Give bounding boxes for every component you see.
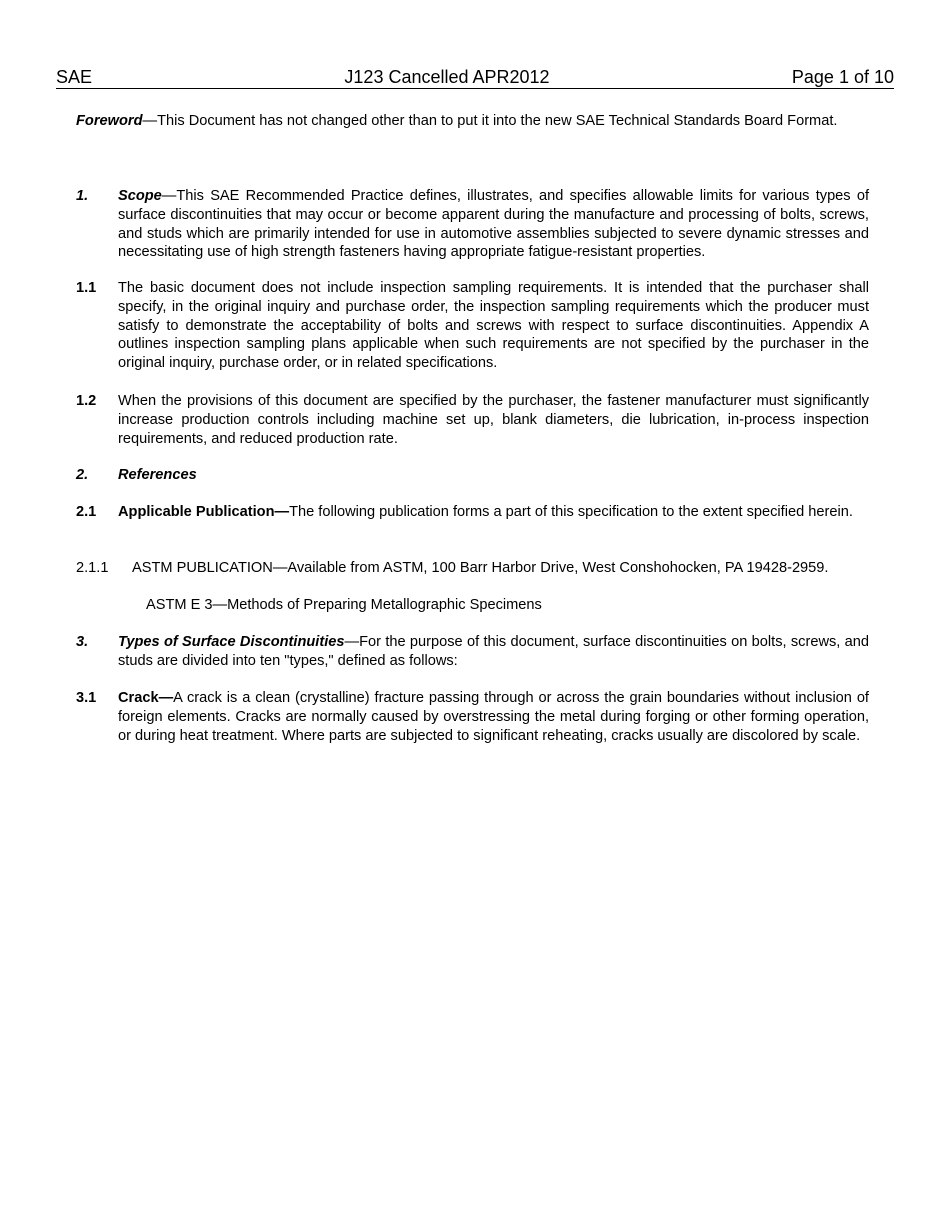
section-title: Applicable Publication— [118,504,290,520]
section-number: 2.1.1 [76,560,109,576]
foreword-text: —This Document has not changed other than to put it into the new SAE Technical Standards Board Format. [142,113,838,129]
section-1-2 [76,392,869,448]
section-text: —This SAE Recommended Practice defines, illustrates, and specifies allowable limits for various types of surface discontinuities that may occur or become apparent during the manufacture and processing of bolts, screws, and studs which are primarily intended for use in automotive assemblies subjected to severe dynamic stresses and necessitating use of high strength fasteners having appropriate fatigue-resistant properties. [118,188,869,261]
section-2-1 [76,503,869,522]
header-doc-id: J123 Cancelled APR2012 [344,67,550,87]
section-title: References [118,467,197,483]
section-2-1-1 [76,559,869,578]
page-header [56,67,894,89]
section-1 [76,187,869,262]
header-page-number: Page 1 of 10 [791,67,894,87]
section-2 [76,466,869,485]
section-text: —For the purpose of this document, surface discontinuities on bolts, screws, and studs are divided into ten "types," defined as follows: [118,634,869,669]
section-text: A crack is a clean (crystalline) fracture passing through or across the grain boundaries without inclusion of foreign elements. Cracks are normally caused by overstressing the metal during forging or other forming operation, or during heat treatment. Where parts are subjected to significant reheating, cracks usually are discolored by scale. [118,690,869,744]
section-number: 1. [76,188,89,204]
section-text: The following publication forms a part of this specification to the extent specified herein. [289,504,853,520]
section-number: 1.1 [76,280,97,296]
section-text: The basic document does not include inspection sampling requirements. It is intended that the purchaser shall specify, in the original inquiry and purchase order, the inspection sampling requirements which the producer must satisfy to demonstrate the acceptability of bolts and screws with respect to surface discontinuities. Appendix A outlines inspection sampling plans applicable when such requirements are not specified by the purchaser in the original inquiry, purchase order, or in related specifications. [118,280,869,372]
header-org: SAE [56,67,93,87]
section-1-1 [76,279,869,373]
section-number: 2. [76,467,89,483]
section-number: 3. [76,634,89,650]
section-text: ASTM PUBLICATION—Available from ASTM, 100 Barr Harbor Drive, West Conshohocken, PA 19428-2959. [132,560,829,576]
section-number: 1.2 [76,393,97,409]
section-title: Types of Surface Discontinuities [118,634,345,650]
section-3-1 [76,689,869,745]
section-number: 2.1 [76,504,97,520]
section-number: 3.1 [76,690,97,706]
foreword-label: Foreword [76,113,143,129]
section-3 [76,633,869,671]
section-title: Crack— [118,690,174,706]
section-text: When the provisions of this document are specified by the purchaser, the fastener manufacturer must significantly increase production controls including machine set up, blank diameters, die lubrication, in-process inspection requirements, and reduced production rate. [118,393,869,447]
section-title: Scope [118,188,162,204]
astm-reference: ASTM E 3—Methods of Preparing Metallographic Specimens [146,597,542,613]
foreword-paragraph [76,112,869,131]
